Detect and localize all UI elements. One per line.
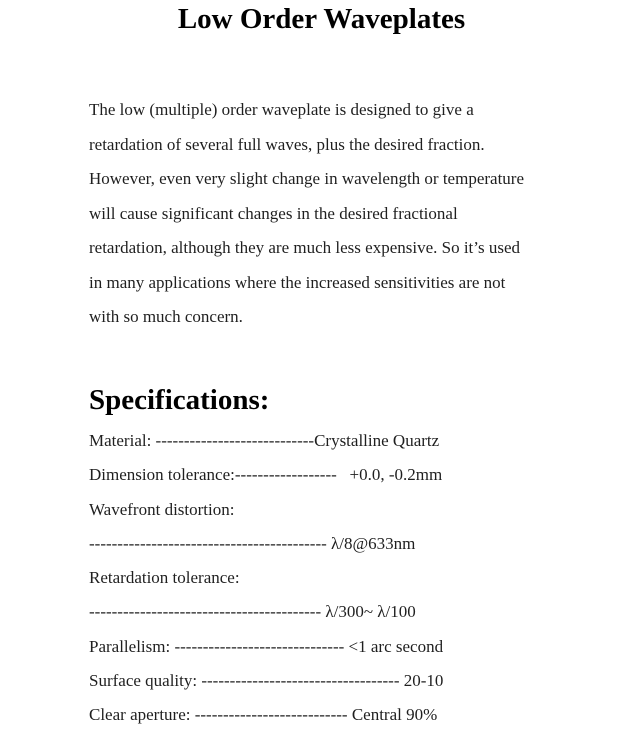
specifications-heading: Specifications: (89, 384, 270, 416)
spec-dimension-tolerance: Dimension tolerance:------------------ +0.0, -0.2mm (89, 465, 443, 485)
spec-material: Material: ----------------------------Crystalline Quartz (89, 431, 440, 450)
intro-line: in many applications where the increased sensitivities are not (89, 272, 506, 292)
intro-line: retardation, although they are much less expensive. So it’s used (89, 238, 521, 257)
spec-wavefront-distortion-value: ------------------------------------------ λ/8@633nm (89, 533, 416, 553)
spec-surface-quality: Surface quality: ----------------------------------- 20-10 (89, 671, 444, 691)
intro-line: The low (multiple) order waveplate is designed to give a (89, 100, 474, 119)
intro-line: retardation of several full waves, plus the desired fraction. (89, 134, 485, 154)
spec-retardation-tolerance-label: Retardation tolerance: (89, 568, 240, 588)
spec-wavefront-distortion-label: Wavefront distortion: (89, 499, 235, 519)
spec-retardation-tolerance-value: ----------------------------------------- λ/300~ λ/100 (89, 602, 416, 622)
specifications-list (89, 424, 609, 733)
intro-line: will cause significant changes in the desired fractional (89, 203, 458, 223)
spec-parallelism: Parallelism: ------------------------------ <1 arc second (89, 636, 444, 656)
spec-clear-aperture: Clear aperture: --------------------------- Central 90% (89, 705, 438, 725)
intro-line: However, even very slight change in wavelength or temperature (89, 169, 525, 188)
intro-paragraph (89, 93, 559, 335)
intro-line: with so much concern. (89, 307, 243, 326)
page-title: Low Order Waveplates (177, 3, 466, 35)
